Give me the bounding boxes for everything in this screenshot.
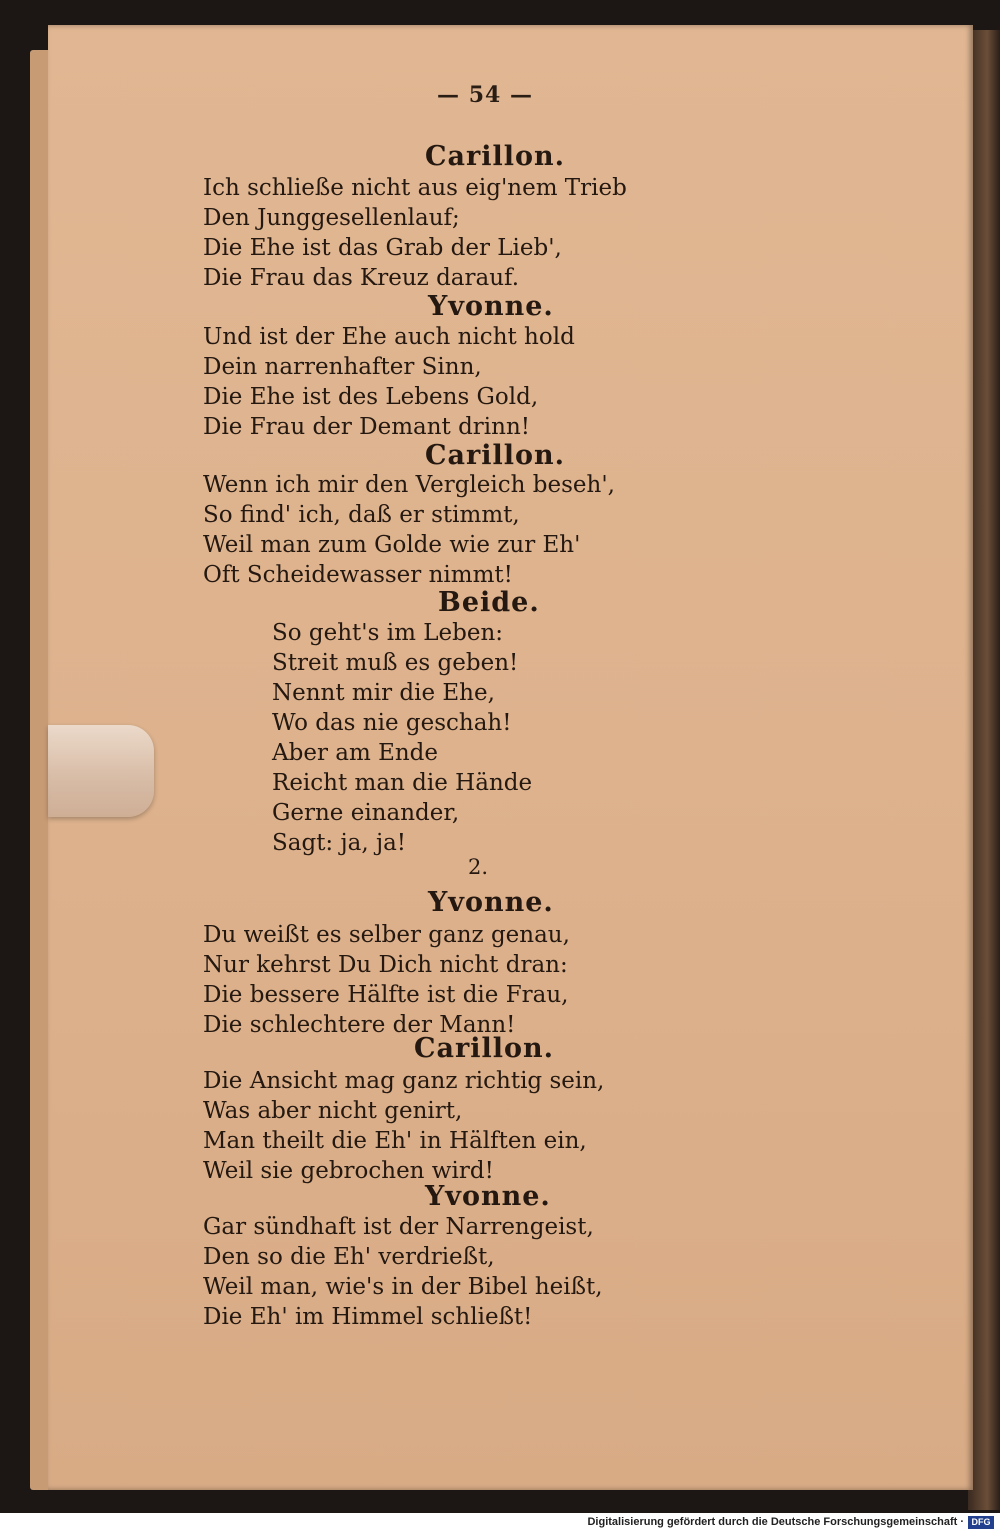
verse-line: Und ist der Ehe auch nicht hold bbox=[203, 324, 575, 350]
page-number: — 54 — bbox=[437, 82, 533, 108]
speaker-name: Yvonne. bbox=[428, 291, 554, 322]
verse-line: Den Junggesellenlauf; bbox=[203, 205, 460, 231]
stanza-number: 2. bbox=[468, 855, 489, 879]
verse-line: Nennt mir die Ehe, bbox=[272, 680, 495, 706]
verse-line: Die schlechtere der Mann! bbox=[203, 1012, 516, 1038]
speaker-name: Carillon. bbox=[425, 141, 566, 172]
verse-line: Weil man zum Golde wie zur Eh' bbox=[203, 532, 581, 558]
verse-line: Wenn ich mir den Vergleich beseh', bbox=[203, 472, 615, 498]
verse-line: Streit muß es geben! bbox=[272, 650, 519, 676]
verse-line: Weil man, wie's in der Bibel heißt, bbox=[203, 1274, 603, 1300]
verse-line: Du weißt es selber ganz genau, bbox=[203, 922, 570, 948]
verse-line: Die Eh' im Himmel schließt! bbox=[203, 1304, 533, 1330]
verse-line: Man theilt die Eh' in Hälften ein, bbox=[203, 1128, 587, 1154]
verse-line: Weil sie gebrochen wird! bbox=[203, 1158, 494, 1184]
verse-line: Was aber nicht genirt, bbox=[203, 1098, 463, 1124]
verse-line: Nur kehrst Du Dich nicht dran: bbox=[203, 952, 568, 978]
verse-line: Gar sündhaft ist der Narrengeist, bbox=[203, 1214, 594, 1240]
speaker-name: Yvonne. bbox=[428, 887, 554, 918]
verse-line: Die bessere Hälfte ist die Frau, bbox=[203, 982, 569, 1008]
speaker-name: Beide. bbox=[438, 587, 540, 618]
verse-line: Sagt: ja, ja! bbox=[272, 830, 407, 856]
verse-line: Wo das nie geschah! bbox=[272, 710, 512, 736]
verse-line: So find' ich, daß er stimmt, bbox=[203, 502, 520, 528]
page-clip bbox=[48, 725, 154, 817]
verse-line: Ich schließe nicht aus eig'nem Trieb bbox=[203, 175, 627, 201]
dfg-logo: DFG bbox=[968, 1516, 994, 1529]
verse-line: Die Frau das Kreuz darauf. bbox=[203, 265, 520, 291]
verse-line: Die Ehe ist das Grab der Lieb', bbox=[203, 235, 562, 261]
verse-line: Dein narrenhafter Sinn, bbox=[203, 354, 482, 380]
verse-line: Den so die Eh' verdrießt, bbox=[203, 1244, 495, 1270]
verse-line: So geht's im Leben: bbox=[272, 620, 503, 646]
verse-line: Die Frau der Demant drinn! bbox=[203, 414, 531, 440]
verse-line: Aber am Ende bbox=[272, 740, 439, 766]
verse-line: Reicht man die Hände bbox=[272, 770, 533, 796]
footer-credit: Digitalisierung gefördert durch die Deutsche Forschungsgemeinschaft · bbox=[587, 1516, 964, 1528]
verse-line: Die Ansicht mag ganz richtig sein, bbox=[203, 1068, 605, 1094]
speaker-name: Yvonne. bbox=[425, 1181, 551, 1212]
speaker-name: Carillon. bbox=[414, 1033, 555, 1064]
verse-line: Gerne einander, bbox=[272, 800, 460, 826]
speaker-name: Carillon. bbox=[425, 440, 566, 471]
verse-line: Oft Scheidewasser nimmt! bbox=[203, 562, 513, 588]
verse-line: Die Ehe ist des Lebens Gold, bbox=[203, 384, 539, 410]
